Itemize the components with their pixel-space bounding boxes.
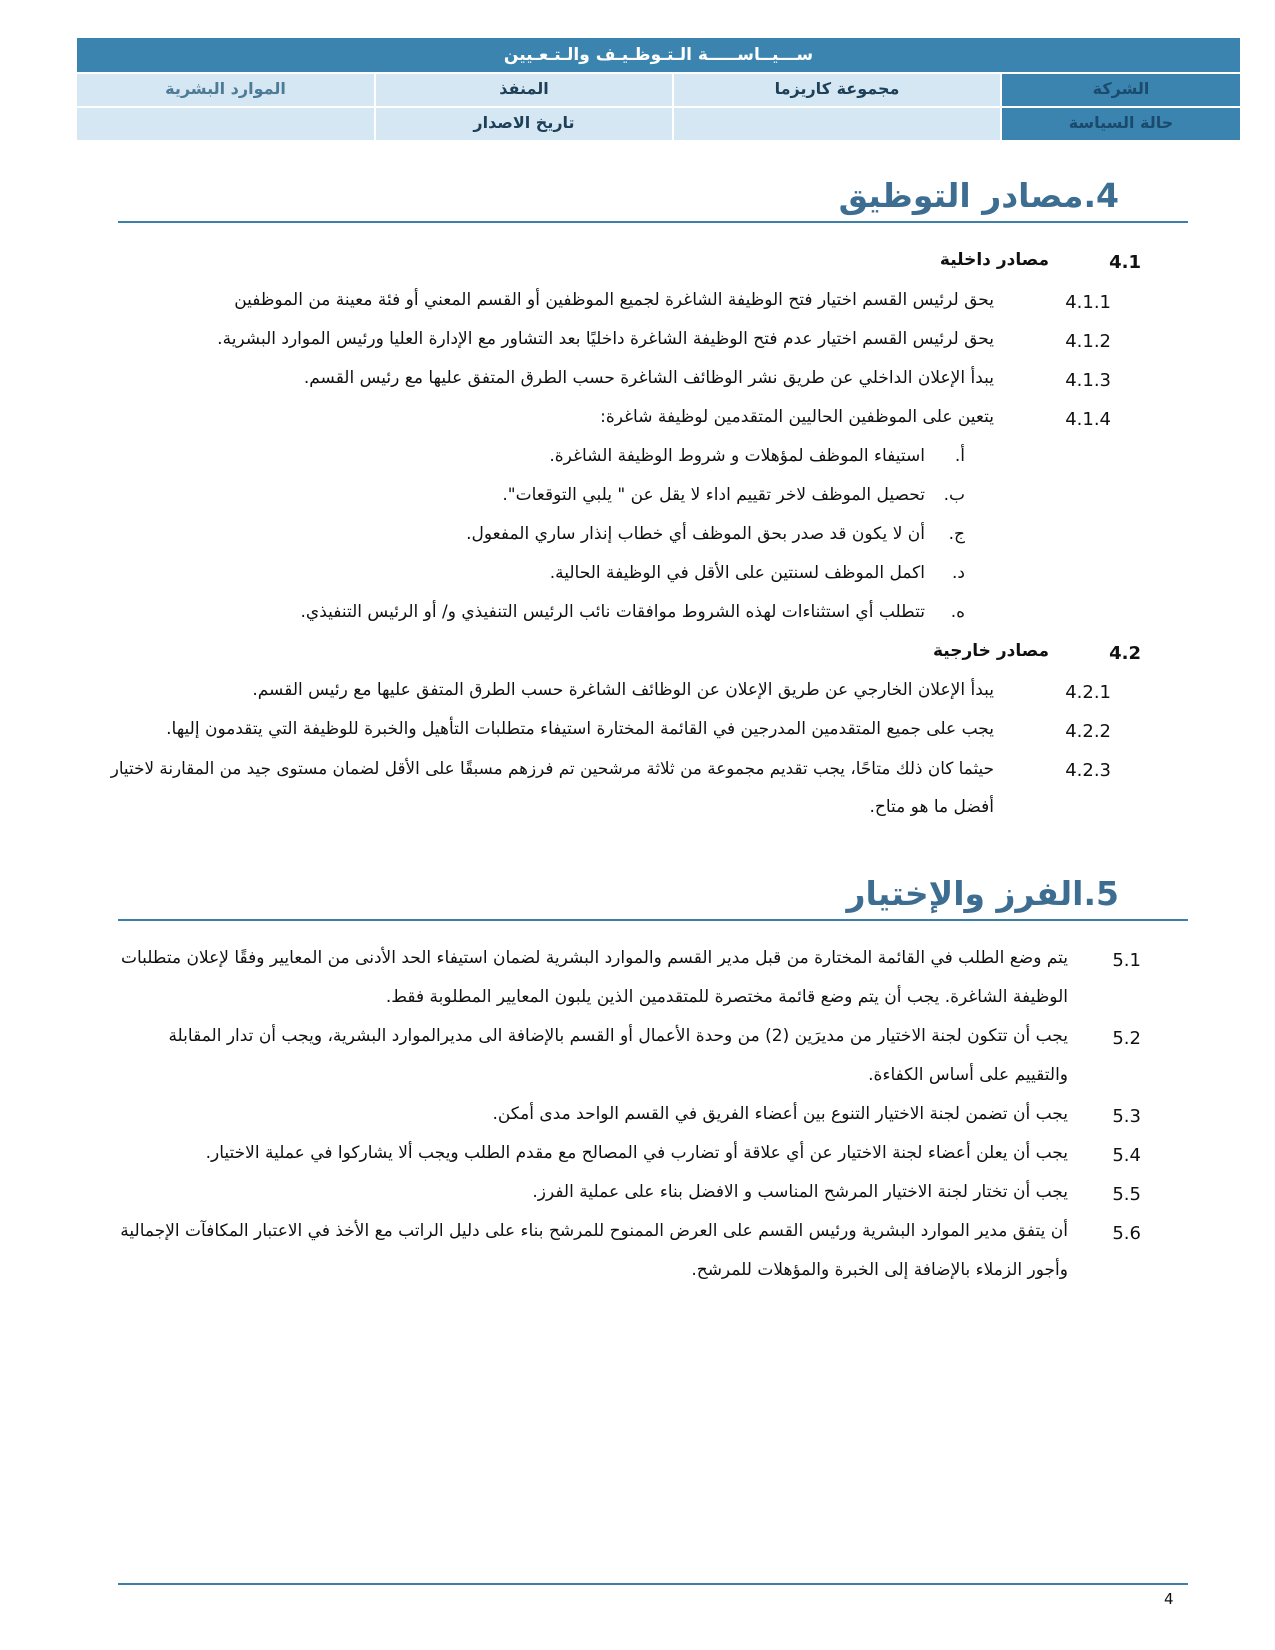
section-5-title: 5.الفرز والإختيار [846, 874, 1119, 913]
subitem-b-letter: ب. [943, 485, 965, 505]
item-5-1-text: يتم وضع الطلب في القائمة المختارة من قبل مدير القسم والموارد البشرية لضمان استيفاء الحد الأدنى من المعايير وفقًا لإعلان متطلبات [120, 948, 1068, 968]
section-5-rule [118, 919, 1188, 921]
company-value: مجموعة كاريزما [672, 74, 1000, 106]
issue-date-value [77, 108, 374, 140]
subitem-a-letter: أ. [954, 446, 965, 466]
item-5-6-number: 5.6 [1112, 1223, 1141, 1244]
subitem-c-text: أن لا يكون قد صدر بحق الموظف أي خطاب إنذار ساري المفعول. [466, 524, 925, 544]
item-5-2-number: 5.2 [1112, 1028, 1141, 1049]
item-4-1-4-text: يتعين على الموظفين الحاليين المتقدمين لوظيفة شاغرة: [600, 407, 994, 427]
item-5-2-continuation: والتقييم على أساس الكفاءة. [868, 1065, 1068, 1085]
executor-label: المنفذ [374, 74, 672, 106]
subsection-4-1-number: 4.1 [1109, 252, 1141, 273]
item-5-5-number: 5.5 [1112, 1184, 1141, 1205]
section-4-rule [118, 221, 1188, 223]
item-4-1-2-number: 4.1.2 [1065, 331, 1111, 352]
item-5-6-continuation: وأجور الزملاء بالإضافة إلى الخبرة والمؤهلات للمرشح. [691, 1260, 1068, 1280]
item-4-2-2-text: يجب على جميع المتقدمين المدرجين في القائمة المختارة استيفاء متطلبات التأهيل والخبرة للوظيفة التي يتقدمون إليها. [166, 719, 994, 739]
item-4-1-2-text: يحق لرئيس القسم اختيار عدم فتح الوظيفة الشاغرة داخليًا بعد التشاور مع الإدارة العليا ورئيس الموارد البشرية. [217, 329, 994, 349]
subitem-c-letter: ج. [948, 524, 965, 544]
section-4-title: 4.مصادر التوظيق [838, 176, 1119, 215]
header-row-2 [77, 106, 1240, 140]
item-4-2-1-number: 4.2.1 [1065, 682, 1111, 703]
item-5-5-text: يجب أن تختار لجنة الاختيار المرشح المناسب و الافضل بناء على عملية الفرز. [532, 1182, 1068, 1202]
item-4-1-3-text: يبدأ الإعلان الداخلي عن طريق نشر الوظائف الشاغرة حسب الطرق المتفق عليها مع رئيس القسم. [303, 368, 994, 388]
item-4-2-3-text: حيثما كان ذلك متاحًا، يجب تقديم مجموعة من ثلاثة مرشحين تم فرزهم مسبقًا على الأقل لضمان مستوى جيد من المقارنة لاختيار [110, 758, 994, 778]
item-5-6-text: أن يتفق مدير الموارد البشرية ورئيس القسم على العرض الممنوح للمرشح بناء على دليل الراتب مع الأخذ في الاعتبار المكافآت الإجمالية [120, 1221, 1068, 1241]
page-number: 4 [1164, 1590, 1174, 1608]
item-4-2-3-continuation: أفضل ما هو متاح. [869, 797, 994, 817]
issue-date-label: تاريخ الاصدار [374, 108, 672, 140]
policy-title: ســـيــاســـــة الـتـوظـيـف والـتـعـيين [77, 38, 1240, 72]
subsection-4-2-number: 4.2 [1109, 643, 1141, 664]
subitem-e-text: تتطلب أي استثناءات لهذه الشروط موافقات نائب الرئيس التنفيذي و/ أو الرئيس التنفيذي. [300, 602, 925, 622]
item-5-4-text: يجب أن يعلن أعضاء لجنة الاختيار عن أي علاقة أو تضارب في المصالح مع مقدم الطلب ويجب ألا يشاركوا في عملية الاختيار. [205, 1143, 1068, 1163]
item-4-1-1-text: يحق لرئيس القسم اختيار فتح الوظيفة الشاغرة لجميع الموظفين أو القسم المعني أو فئة معينة من الموظفين [234, 290, 994, 310]
subitem-d-text: اكمل الموظف لسنتين على الأقل في الوظيفة الحالية. [549, 563, 925, 583]
item-4-2-1-text: يبدأ الإعلان الخارجي عن طريق الإعلان عن الوظائف الشاغرة حسب الطرق المتفق عليها مع رئيس القسم. [252, 680, 994, 700]
subitem-e-letter: ه. [950, 602, 965, 622]
item-4-1-3-number: 4.1.3 [1065, 370, 1111, 391]
subsection-4-1-title: مصادر داخلية [939, 250, 1049, 270]
item-5-1-number: 5.1 [1112, 950, 1141, 971]
item-5-4-number: 5.4 [1112, 1145, 1141, 1166]
item-4-1-4-number: 4.1.4 [1065, 409, 1111, 430]
item-4-2-3-number: 4.2.3 [1065, 760, 1111, 781]
status-label: حالة السياسة [1000, 108, 1240, 140]
item-5-3-text: يجب أن تضمن لجنة الاختيار التنوع بين أعضاء الفريق في القسم الواحد مدى أمكن. [492, 1104, 1068, 1124]
company-label: الشركة [1000, 74, 1240, 106]
item-5-2-text: يجب أن تتكون لجنة الاختيار من مديرَين (2) من وحدة الأعمال أو القسم بالإضافة الى مديرالموارد البشرية، ويجب أن تدار المقابلة [168, 1026, 1068, 1046]
footer-rule [118, 1583, 1188, 1585]
item-4-1-1-number: 4.1.1 [1065, 292, 1111, 313]
policy-header-table [77, 38, 1240, 140]
subitem-b-text: تحصيل الموظف لاخر تقييم اداء لا يقل عن " يلبي التوقعات". [502, 485, 925, 505]
header-row-1 [77, 72, 1240, 106]
subsection-4-2-title: مصادر خارجية [932, 641, 1049, 661]
subitem-d-letter: د. [952, 563, 965, 583]
item-5-1-continuation: الوظيفة الشاغرة. يجب أن يتم وضع قائمة مختصرة للمتقدمين الذين يلبون المعايير المطلوبة فقط. [385, 987, 1068, 1007]
status-value [672, 108, 1000, 140]
item-5-3-number: 5.3 [1112, 1106, 1141, 1127]
subitem-a-text: استيفاء الموظف لمؤهلات و شروط الوظيفة الشاغرة. [549, 446, 925, 466]
item-4-2-2-number: 4.2.2 [1065, 721, 1111, 742]
executor-value: الموارد البشرية [77, 74, 374, 106]
